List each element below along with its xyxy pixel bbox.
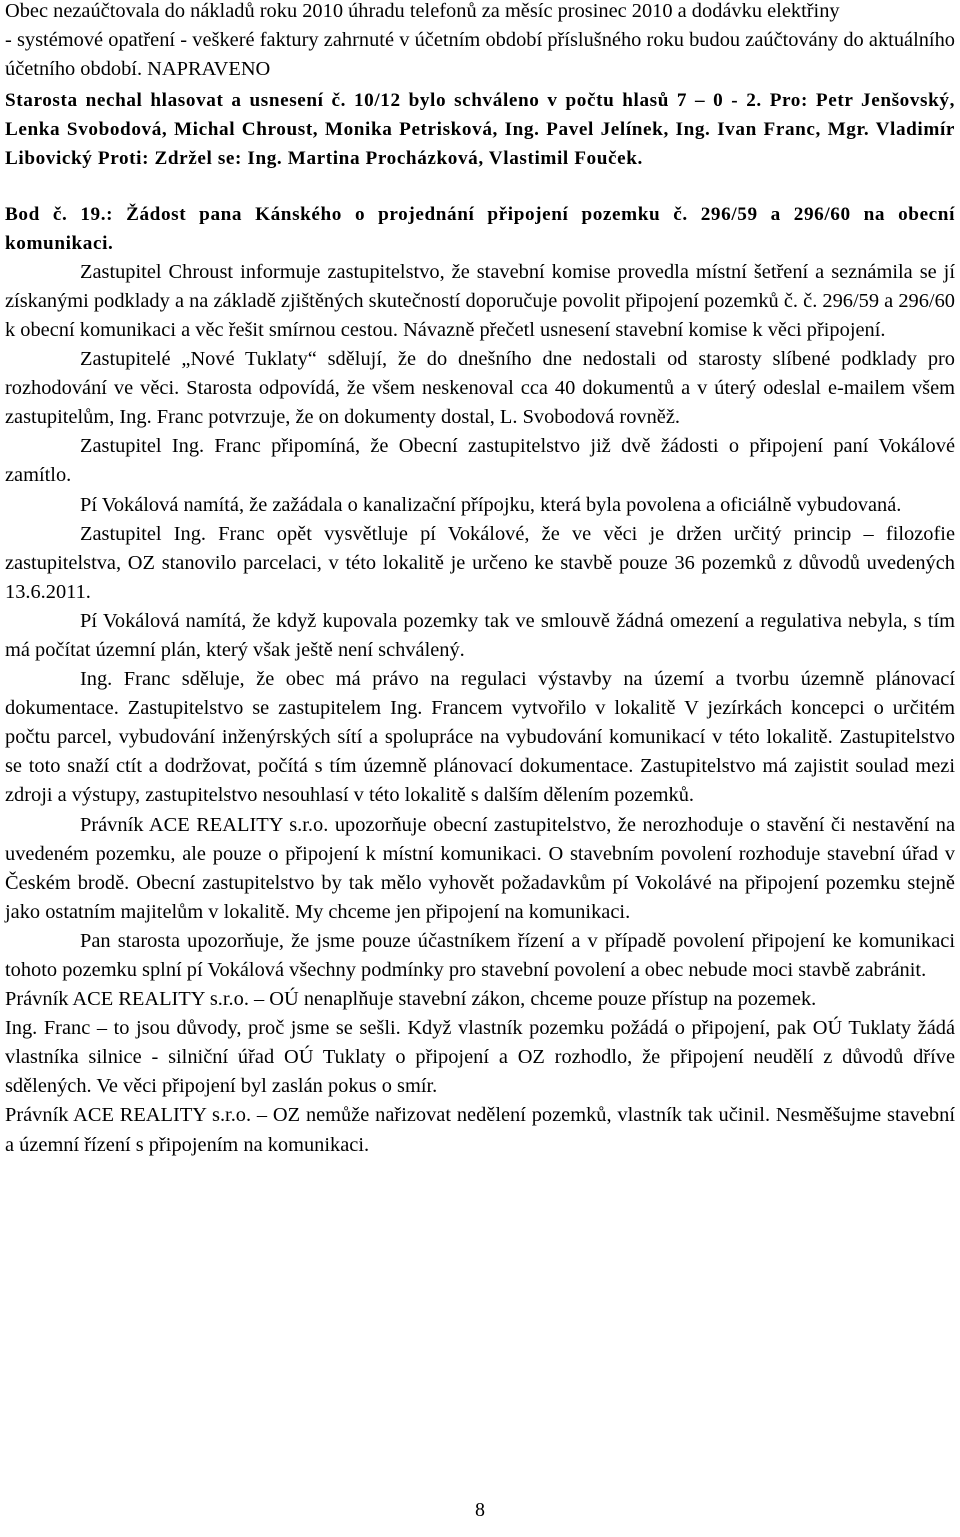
paragraph: Právník ACE REALITY s.r.o. upozorňuje obecní zastupitelstvo, že nerozhoduje o stavění či nestavění na uvedeném pozemku, ale pouze o připojení k místní komunikaci. O stavebním povolení rozhoduje stavební úřad v Českém brodě. Obecní zastupitelstvo by tak mělo vyhovět požadavkům pí Vokolávé na připojení pozemku stejně jako ostatním majitelům v lokalitě. My chceme jen připojení na komunikaci. [5,813,955,923]
intro-line-2: - systémové opatření - veškeré faktury zahrnuté v účetním období příslušného roku budou zaúčtovány do aktuálního účetního období. NAPRAVENO [5,29,955,81]
page-number: 8 [475,1499,485,1521]
paragraph: Pan starosta upozorňuje, že jsme pouze účastníkem řízení a v případě povolení připojení ke komunikaci tohoto pozemku splní pí Vokálová všechny podmínky pro stavební povolení a obec nebude moci stavbě zabránit. [5,929,955,981]
paragraph: Ing. Franc sděluje, že obec má právo na regulaci výstavby na území a tvorbu územně plánovací dokumentace. Zastupitelstvo se zastupitelem Ing. Francem vytvořilo v lokalitě V jezírkách koncepci o určitém počtu parcel, vybudování inženýrských sítí a spolupráce na vybudování komunikací v této lokalitě. Zastupitelstvo se toto snaží ctít a dodržovat, počítá s tím územně plánovací dokumentace. Zastupitelstvo má zajistit soulad mezi zdroji a výstupy, zastupitelstvo nesouhlasí v této lokalitě s dalším dělením pozemků. [5,668,955,807]
agenda-item-heading: Bod č. 19.: Žádost pana Kánského o projednání připojení pozemku č. 296/59 a 296/60 na obecní komunikaci. [5,203,955,254]
exchange-statement: Právník ACE REALITY s.r.o. – OZ nemůže nařizovat nedělení pozemků, vlastník tak učinil. Nesměšujme stavební a územní řízení s připojením na komunikaci. [5,1104,955,1156]
exchange-statement: Ing. Franc – to jsou důvody, proč jsme se sešli. Když vlastník pozemku požádá o připojení, pak OÚ Tuklaty žádá vlastníka silnice - silniční úřad OÚ Tuklaty o připojení a OZ rozhodlo, že připojení neudělí z důvodů dříve sdělených. Ve věci připojení byl zaslán pokus o smír. [5,1017,955,1098]
paragraph: Zastupitel Ing. Franc připomíná, že Obecní zastupitelstvo již dvě žádosti o připojení paní Vokálové zamítlo. [5,435,955,487]
document-page [5,0,955,1160]
paragraph: Zastupitel Ing. Franc opět vysvětluje pí Vokálové, že ve věci je držen určitý princip – filozofie zastupitelstva, OZ stanovilo parcelaci, v této lokalitě je určeno ke stavbě pouze 36 pozemků z důvodů uvedených 13.6.2011. [5,522,955,603]
paragraph: Zastupitel Chroust informuje zastupitelstvo, že stavební komise provedla místní šetření a seznámila se jí získanými podklady a na základě zjištěných skutečností doporučuje povolit připojení pozemků č. č. 296/59 a 296/60 k obecní komunikaci a věc řešit smírnou cestou. Návazně přečetl usnesení stavební komise k věci připojení. [5,260,955,341]
vote-result: Starosta nechal hlasovat a usnesení č. 10/12 bylo schváleno v počtu hlasů 7 – 0 - 2. Pro: Petr Jenšovský, Lenka Svobodová, Michal Chroust, Monika Petrisková, Ing. Pavel Jelínek, Ing. Ivan Franc, Mgr. Vladimír Libovický Proti: Zdržel se: Ing. Martina Procházková, Vlastimil Fouček. [5,90,955,170]
intro-line-1: Obec nezaúčtovala do nákladů roku 2010 úhradu telefonů za měsíc prosinec 2010 a dodávku elektřiny [5,0,840,22]
paragraph: Zastupitelé „Nové Tuklaty“ sdělují, že do dnešního dne nedostali od starosty slíbené podklady pro rozhodování ve věci. Starosta odpovídá, že všem neskenoval cca 40 dokumentů a v úterý odeslal e-mailem všem zastupitelům, Ing. Franc potvrzuje, že on dokumenty dostal, L. Svobodová rovněž. [5,348,955,429]
paragraph: Pí Vokálová namítá, že zažádala o kanalizační přípojku, která byla povolena a oficiálně vybudovaná. [80,493,902,516]
exchange-statement: Právník ACE REALITY s.r.o. – OÚ nenaplňuje stavební zákon, chceme pouze přístup na pozemek. [5,988,817,1011]
paragraph: Pí Vokálová namítá, že když kupovala pozemky tak ve smlouvě žádná omezení a regulativa nebyla, s tím má počítat územní plán, který však ještě není schválený. [5,609,955,661]
